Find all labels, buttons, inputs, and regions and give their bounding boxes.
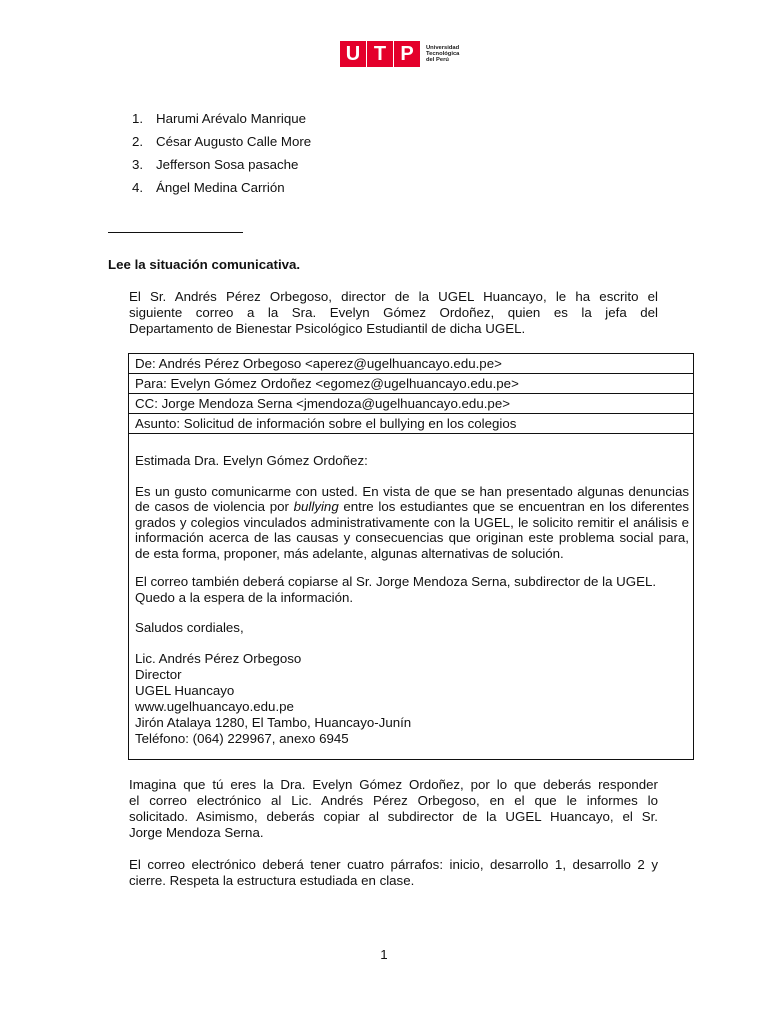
signature-line: Jirón Atalaya 1280, El Tambo, Huancayo-Junín: [135, 714, 412, 730]
list-item: [132, 179, 311, 202]
email-closing: Saludos cordiales,: [135, 620, 244, 635]
logo-line-3: del Perú: [426, 57, 449, 64]
task-paragraph: [129, 777, 658, 841]
task-line-1: Imagina que tú eres la Dra. Evelyn Gómez Ordoñez, por lo que deberás responder: [129, 777, 658, 792]
email-paragraph-2: [135, 574, 689, 606]
logo-line-1: Universidad: [426, 44, 460, 51]
p2-line-1: El correo también deberá copiarse al Sr. Jorge Mendoza Serna, subdirector de la UGEL.: [135, 574, 657, 589]
member-name: Jefferson Sosa pasache: [156, 157, 299, 172]
p2-line-2: Quedo a la espera de la información.: [135, 590, 354, 605]
signature-line: Lic. Andrés Pérez Orbegoso: [135, 650, 302, 666]
task-line-3: solicitado. Asimismo, deberás copiar al subdirector de la UGEL Huancayo, el Sr.: [129, 809, 658, 824]
utp-logo: [340, 41, 459, 67]
task-line-2: el correo electrónico al Lic. Andrés Pérez Orbegoso, en el que le informes lo: [129, 793, 658, 808]
email-signature: [135, 651, 689, 747]
list-number: 2.: [132, 134, 144, 149]
email-subject: Asunto: Solicitud de información sobre el bullying en los colegios: [129, 414, 693, 434]
logo-university-name: [426, 45, 459, 64]
p1-text-start: Es un gusto comunicarme con usted. En vista de que se han presentado algunas denuncias de casos de violencia por: [135, 483, 689, 514]
email-to: Para: Evelyn Gómez Ordoñez <egomez@ugelhuancayo.edu.pe>: [129, 374, 693, 394]
logo-letter-p: P: [394, 41, 420, 67]
email-box: [128, 353, 694, 760]
intro-line-1: El Sr. Andrés Pérez Orbegoso, director de la UGEL Huancayo, le ha escrito el: [129, 289, 658, 304]
horizontal-rule: [108, 232, 243, 233]
signature-line: UGEL Huancayo: [135, 682, 235, 698]
list-item: [132, 133, 311, 156]
list-item: [132, 156, 311, 179]
member-name: Harumi Arévalo Manrique: [156, 111, 307, 126]
structure-paragraph: [129, 857, 658, 889]
list-number: 4.: [132, 180, 144, 195]
page-number: 1: [380, 947, 388, 962]
email-cc: CC: Jorge Mendoza Serna <jmendoza@ugelhuancayo.edu.pe>: [129, 394, 693, 414]
intro-line-3: Departamento de Bienestar Psicológico Estudiantil de dicha UGEL.: [129, 321, 526, 336]
p1-italic-word: bullying: [293, 499, 339, 514]
email-greeting: Estimada Dra. Evelyn Gómez Ordoñez:: [135, 453, 368, 468]
email-paragraph-1: [135, 484, 689, 562]
logo-line-2: Tecnológica: [426, 50, 460, 57]
logo-letter-t: T: [367, 41, 393, 67]
list-number: 1.: [132, 111, 144, 126]
p1-text-end: entre los estudiantes que se encuentran en los diferentes grados y colegios vinculados administrativamente con la UGEL, le solicito remitir el análisis e información acerca de las causas y consecuencias que originan este problema social para, de esta forma, proponer, más adelante, algunas alternativas de solución.: [135, 499, 689, 561]
members-list: [132, 110, 311, 202]
email-body: [129, 453, 693, 747]
intro-paragraph: [129, 289, 658, 337]
instruction-title: Lee la situación comunicativa.: [108, 257, 301, 272]
member-name: Ángel Medina Carrión: [156, 180, 285, 195]
task-line-4: Jorge Mendoza Serna.: [129, 825, 264, 840]
signature-line: Teléfono: (064) 229967, anexo 6945: [135, 730, 349, 746]
signature-line: Director: [135, 666, 182, 682]
structure-line-2: cierre. Respeta la estructura estudiada en clase.: [129, 873, 415, 888]
structure-line-1: El correo electrónico deberá tener cuatro párrafos: inicio, desarrollo 1, desarrollo 2 y: [129, 857, 658, 872]
list-item: [132, 110, 311, 133]
email-from: De: Andrés Pérez Orbegoso <aperez@ugelhuancayo.edu.pe>: [129, 354, 693, 374]
logo-letter-u: U: [340, 41, 366, 67]
intro-line-2: siguiente correo a la Sra. Evelyn Gómez Ordoñez, quien es la jefa del: [129, 305, 658, 320]
signature-line: www.ugelhuancayo.edu.pe: [135, 698, 294, 714]
list-number: 3.: [132, 157, 144, 172]
member-name: César Augusto Calle More: [156, 134, 312, 149]
